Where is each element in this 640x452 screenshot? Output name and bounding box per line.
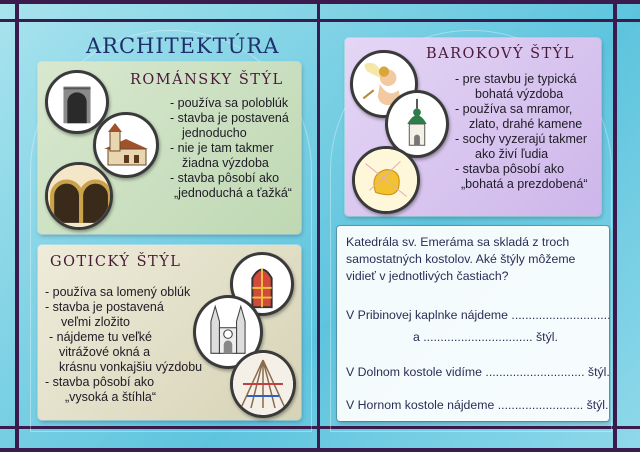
bullet: - stavba pôsobí ako xyxy=(170,171,280,185)
question-intro-line: vidieť v jednotlivých častiach? xyxy=(346,269,509,283)
bullet: „jednoduchá a ťažká“ xyxy=(174,186,292,200)
bullet: zlato, drahé kamene xyxy=(469,117,583,131)
romanesque-title-text: ROMÁNSKY ŠTÝL xyxy=(130,72,284,88)
bullet: krásnu vonkajšiu výzdobu xyxy=(59,360,203,374)
gothic-rose-vault-icon xyxy=(230,350,296,418)
bullet: - stavba pôsobí ako xyxy=(455,162,565,176)
bullet: - sochy vyzerajú takmer xyxy=(455,132,587,146)
frame-line-bottom xyxy=(0,448,640,452)
bullet: - pre stavbu je typická xyxy=(455,72,577,86)
answer-line-lower-church[interactable]: V Dolnom kostole vidíme ............................. štýl. xyxy=(346,365,610,379)
baroque-golden-ornament-icon xyxy=(352,146,420,214)
romanesque-church-icon xyxy=(93,112,159,178)
bullet: - používa sa lomený oblúk xyxy=(45,285,191,299)
bullet: - stavba je postavená xyxy=(170,111,289,125)
page-title-text: ARCHITEKTÚRA xyxy=(86,34,280,58)
frame-line-upper xyxy=(0,19,640,22)
bullet: - používa sa mramor, xyxy=(455,102,573,116)
bullet: jednoducho xyxy=(182,126,247,140)
bullet: veľmi zložito xyxy=(61,315,130,329)
page-title xyxy=(86,34,279,58)
bullet: - nie je tam takmer xyxy=(170,141,274,155)
gothic-title xyxy=(50,254,181,270)
bullet: ako živí ľudia xyxy=(475,147,549,161)
bullet: - stavba pôsobí ako xyxy=(45,375,155,389)
bullet: - používa sa poloblúk xyxy=(170,96,289,110)
romanesque-vault-icon xyxy=(45,162,113,230)
bullet: - nájdeme tu veľké xyxy=(49,330,153,344)
answer-line-pribina-style[interactable]: a ................................ štýl. xyxy=(413,330,558,344)
frame-line-right xyxy=(613,0,617,452)
question-intro-line: samostatných kostolov. Aké štýly môžeme xyxy=(346,252,576,266)
romanesque-title xyxy=(130,72,284,88)
gothic-title-text: GOTICKÝ ŠTÝL xyxy=(50,254,182,270)
bullet: - stavba je postavená xyxy=(45,300,164,314)
frame-line-mid xyxy=(317,0,320,452)
answer-line-upper-church[interactable]: V Hornom kostole nájdeme ......................... štýl. xyxy=(346,398,609,412)
bullet: „vysoká a štíhla“ xyxy=(65,390,157,404)
frame-line-top xyxy=(0,0,640,4)
baroque-title xyxy=(426,46,575,62)
baroque-bullets xyxy=(455,72,605,192)
baroque-title-text: BAROKOVÝ ŠTÝL xyxy=(426,46,575,62)
frame-line-left xyxy=(15,0,19,452)
gothic-bullets xyxy=(45,285,220,405)
bullet: bohatá výzdoba xyxy=(475,87,564,101)
answer-line-pribina[interactable]: V Pribinovej kaplnke nájdeme ............................. xyxy=(346,308,611,322)
bullet: žiadna výzdoba xyxy=(182,156,269,170)
bullet: „bohatá a prezdobená“ xyxy=(461,177,588,191)
question-intro-line: Katedrála sv. Emeráma sa skladá z troch xyxy=(346,235,570,249)
romanesque-bullets xyxy=(170,96,305,201)
bullet: vitrážové okná a xyxy=(59,345,151,359)
